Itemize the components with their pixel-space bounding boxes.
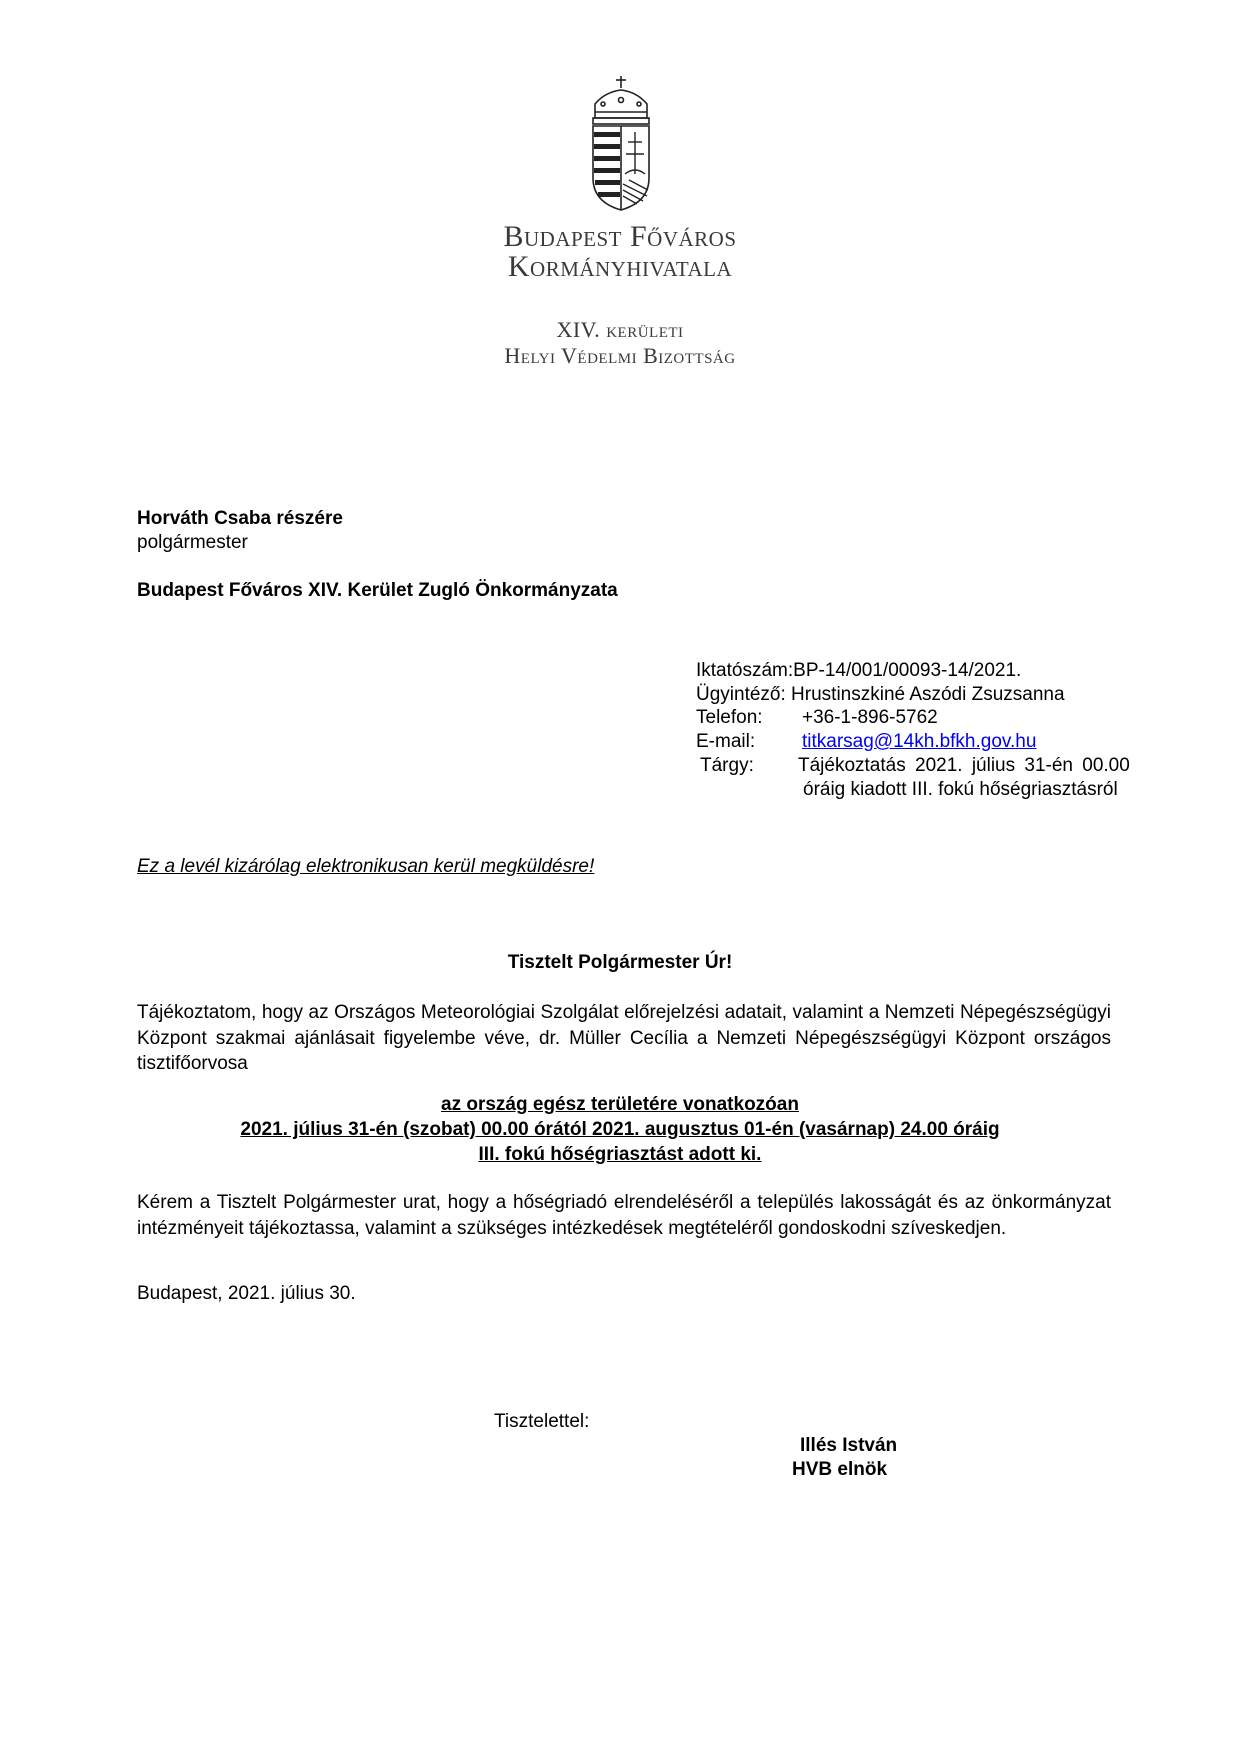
phone-value: +36-1-896-5762 [802, 707, 938, 728]
electronic-delivery-note: Ez a levél kizárólag elektronikusan kerül megküldésre! [137, 856, 595, 877]
place-date: Budapest, 2021. július 30. [137, 1283, 356, 1304]
signer-title: HVB elnök [792, 1459, 888, 1480]
coat-of-arms-logo [585, 74, 657, 212]
subject-row [700, 754, 1130, 778]
paragraph-1: Tájékoztatom, hogy az Országos Meteorológiai Szolgálat előrejelzési adatait, valamint a Nemzeti Népegészségügyi Központ szakmai ajánlásait figyelembe véve, dr. Müller Cecília a Nemzeti Népegészségügyi Központ országos tisztifőorvosa [137, 1002, 1111, 1074]
email-link[interactable]: titkarsag@14kh.bfkh.gov.hu [802, 731, 1037, 752]
unit-name-line2: Helyi Védelmi Bizottság [504, 343, 736, 368]
case-officer: Ügyintéző: Hrustinszkiné Aszódi Zsuzsanna [696, 684, 1065, 705]
organization-name-line2: Kormányhivatala [507, 250, 733, 283]
subject-label: Tárgy: [700, 755, 754, 776]
salutation: Tisztelt Polgármester Úr! [507, 952, 733, 973]
recipient-organization: Budapest Főváros XIV. Kerület Zugló Önkormányzata [137, 580, 618, 601]
subject-line2: óráig kiadott III. fokú hőségriasztásról [803, 779, 1118, 800]
subject-line1: Tájékoztatás 2021. július 31-én 00.00 [798, 755, 1130, 776]
organization-name-line1: Budapest Főváros [503, 220, 737, 253]
signer-name: Illés István [800, 1435, 898, 1456]
recipient-role: polgármester [137, 532, 248, 553]
phone-row [696, 706, 938, 730]
registry-number: Iktatószám:BP-14/001/00093-14/2021. [696, 660, 1022, 681]
unit-name-line1: XIV. kerületi [556, 317, 684, 342]
highlight-line-3: III. fokú hőségriasztást adott ki. [478, 1144, 762, 1165]
phone-label: Telefon: [696, 707, 763, 728]
email-label: E-mail: [696, 731, 756, 752]
email-row [696, 730, 1036, 754]
highlight-line-2: 2021. július 31-én (szobat) 00.00 órától 2021. augusztus 01-én (vasárnap) 24.00 óráig [240, 1119, 1000, 1140]
highlight-line-1: az ország egész területére vonatkozóan [441, 1094, 799, 1115]
closing-greeting: Tisztelettel: [494, 1411, 590, 1432]
recipient-name: Horváth Csaba részére [137, 508, 343, 529]
paragraph-2: Kérem a Tisztelt Polgármester urat, hogy a hőségriadó elrendeléséről a település lakosságát és az önkormányzat intézményeit tájékoztassa, valamint a szükséges intézkedések megtételéről gondoskodni szíveskedjen. [137, 1192, 1111, 1239]
